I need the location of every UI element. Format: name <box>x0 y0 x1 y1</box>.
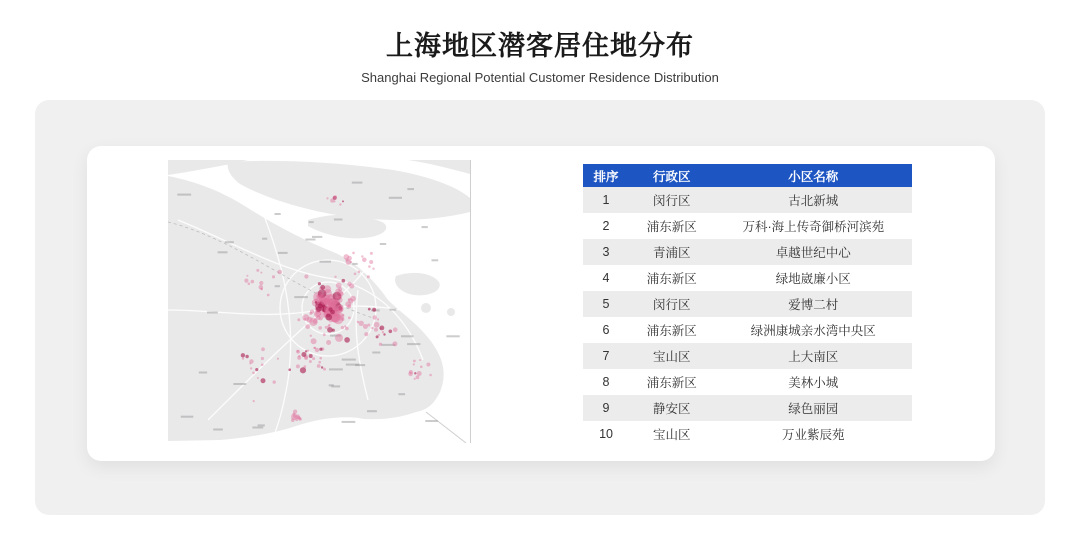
customer-dot <box>426 363 430 367</box>
place-label-mark <box>262 238 267 240</box>
customer-dot <box>347 282 351 286</box>
customer-dot <box>261 288 263 290</box>
customer-dot <box>379 343 382 346</box>
customer-dot <box>321 366 323 368</box>
customer-dot <box>277 270 282 275</box>
cell-rank: 4 <box>602 271 610 285</box>
customer-dot <box>253 400 255 402</box>
customer-dot <box>246 275 248 277</box>
customer-dot <box>344 337 350 343</box>
customer-dot <box>301 352 306 357</box>
customer-dot <box>313 319 318 324</box>
customer-dot <box>334 276 336 278</box>
table-row <box>583 395 912 421</box>
customer-dot <box>260 272 262 274</box>
customer-dot <box>311 338 317 344</box>
cell-rank: 5 <box>583 291 629 317</box>
customer-dot <box>272 275 275 278</box>
customer-dot <box>318 282 321 285</box>
customer-dot <box>318 361 321 364</box>
ranking-table <box>583 164 912 447</box>
cell-district: 浦东新区 <box>646 220 697 234</box>
customer-dot <box>303 314 310 321</box>
customer-dot <box>348 316 351 319</box>
customer-dot <box>363 324 368 329</box>
customer-dot <box>414 378 416 380</box>
customer-dot <box>304 274 308 278</box>
place-label-mark <box>252 427 263 429</box>
customer-dot <box>328 324 330 326</box>
cell-district: 浦东新区 <box>646 324 697 338</box>
place-label-mark <box>233 383 246 385</box>
cell-community: 绿洲康城亲水湾中央区 <box>750 324 876 338</box>
customer-dot <box>362 258 367 263</box>
customer-dot <box>297 318 300 321</box>
customer-dot <box>320 298 323 301</box>
place-label-mark <box>398 393 405 395</box>
table-row <box>583 343 912 369</box>
col-header-district: 行政区 <box>629 164 715 187</box>
cell-community: 绿色丽园 <box>715 395 912 421</box>
customer-dot <box>325 314 332 321</box>
customer-dot <box>261 347 265 351</box>
cell-district: 静安区 <box>629 395 715 421</box>
cell-rank: 2 <box>602 219 610 233</box>
customer-dot <box>372 268 374 270</box>
customer-dot <box>318 326 322 330</box>
customer-dot <box>291 418 295 422</box>
customer-dot <box>296 350 299 353</box>
cell-district: 宝山区 <box>653 428 691 442</box>
customer-dot <box>261 357 264 360</box>
customer-dot <box>374 322 380 328</box>
shanghai-dot-density-map <box>168 160 471 443</box>
customer-dot <box>382 331 384 333</box>
customer-dot <box>342 200 344 202</box>
customer-dot <box>317 364 321 368</box>
cell-rank: 6 <box>602 323 610 337</box>
customer-dot <box>250 367 252 369</box>
customer-dot <box>293 410 297 414</box>
table-header-row <box>583 164 912 187</box>
cell-community: 爱博二村 <box>715 291 912 317</box>
customer-dot <box>354 273 357 276</box>
cell-community: 绿地崴廉小区 <box>775 272 851 286</box>
customer-dot <box>392 341 397 346</box>
cell-rank: 7 <box>583 343 629 369</box>
place-label-mark <box>372 352 380 354</box>
place-label-mark <box>306 239 316 241</box>
content-panel <box>35 100 1045 515</box>
customer-dot <box>333 195 337 199</box>
customer-dot <box>335 334 343 342</box>
customer-dot <box>368 308 371 311</box>
customer-dot <box>319 348 322 351</box>
customer-dot <box>368 265 371 268</box>
cell-rank: 8 <box>602 375 610 389</box>
customer-dot <box>409 370 413 374</box>
customer-dot <box>300 367 306 373</box>
customer-dot <box>257 377 259 379</box>
cell-district: 浦东新区 <box>646 376 697 390</box>
customer-dot <box>252 372 255 375</box>
table-row <box>583 213 912 239</box>
place-label-mark <box>258 424 265 426</box>
customer-dot <box>255 368 258 371</box>
customer-dot <box>309 360 312 363</box>
customer-dot <box>309 312 312 315</box>
place-label-mark <box>389 197 402 199</box>
place-label-mark <box>275 213 281 215</box>
table-row <box>583 187 912 213</box>
customer-dot <box>259 281 263 285</box>
customer-dot <box>242 357 244 359</box>
customer-dot <box>359 321 364 326</box>
customer-dot <box>249 359 253 363</box>
table-row <box>583 317 912 343</box>
customer-dot <box>326 340 331 345</box>
customer-dot <box>413 360 416 363</box>
cell-district: 宝山区 <box>629 343 715 369</box>
customer-dot <box>420 366 423 369</box>
customer-dot <box>323 333 326 336</box>
customer-dot <box>429 374 432 377</box>
customer-dot <box>248 282 251 285</box>
customer-dot <box>277 358 279 360</box>
cell-community: 古北新城 <box>715 187 912 213</box>
customer-dot <box>416 375 420 379</box>
customer-dot <box>336 308 339 311</box>
customer-dot <box>241 353 245 357</box>
col-header-rank: 排序 <box>583 164 629 187</box>
place-label-mark <box>275 285 280 287</box>
customer-dot <box>312 357 315 360</box>
customer-dot <box>256 269 259 272</box>
cell-community: 卓越世纪中心 <box>715 239 912 265</box>
cell-district: 闵行区 <box>629 187 715 213</box>
cell-rank: 10 <box>599 427 613 441</box>
place-label-mark <box>346 364 360 366</box>
customer-dot <box>336 283 342 289</box>
customer-dot <box>352 252 355 255</box>
customer-dot <box>261 378 266 383</box>
customer-dot <box>316 306 322 312</box>
customer-dot <box>367 324 370 327</box>
customer-dot <box>273 380 276 383</box>
customer-dot <box>414 372 416 374</box>
customer-dot <box>261 363 264 366</box>
table-row <box>583 291 912 317</box>
customer-dot <box>267 294 270 297</box>
place-label-mark <box>309 221 314 223</box>
customer-dot <box>323 297 327 301</box>
place-label-mark <box>401 335 414 337</box>
place-label-mark <box>407 343 420 345</box>
customer-dot <box>297 356 301 360</box>
customer-dot <box>364 332 368 336</box>
place-label-mark <box>422 226 428 228</box>
table-row <box>583 239 912 265</box>
customer-dot <box>315 301 318 304</box>
customer-dot <box>327 327 333 333</box>
place-label-mark <box>329 368 343 370</box>
place-label-mark <box>312 236 322 238</box>
cell-district: 闵行区 <box>629 291 715 317</box>
customer-dot <box>342 314 344 316</box>
cell-rank: 3 <box>583 239 629 265</box>
page-title: 上海地区潜客居住地分布 <box>386 31 694 61</box>
cell-district: 浦东新区 <box>646 272 697 286</box>
customer-dot <box>417 371 422 376</box>
customer-dot <box>310 335 312 337</box>
place-label-mark <box>342 421 356 423</box>
customer-dot <box>325 326 328 329</box>
customer-dot <box>320 285 325 290</box>
page-header <box>0 24 1080 85</box>
place-label-mark <box>407 188 414 190</box>
customer-dot <box>350 261 352 263</box>
customer-dot <box>342 279 346 283</box>
customer-dot <box>383 333 385 335</box>
place-label-mark <box>446 335 459 337</box>
customer-dot <box>323 368 326 371</box>
customer-dot <box>326 197 328 199</box>
customer-dot <box>307 350 309 352</box>
place-label-mark <box>320 261 332 263</box>
place-label-mark <box>294 296 308 298</box>
customer-dot <box>361 255 363 257</box>
customer-dot <box>377 318 379 320</box>
customer-dot <box>372 308 376 312</box>
place-label-mark <box>334 219 343 221</box>
cell-rank: 1 <box>583 187 629 213</box>
cell-community: 万业紫辰苑 <box>782 428 845 442</box>
place-label-mark <box>367 410 377 412</box>
customer-dot <box>339 316 342 319</box>
place-label-mark <box>352 263 357 265</box>
place-label-mark <box>342 359 356 361</box>
customer-dot <box>380 326 385 331</box>
customer-dot <box>378 334 380 336</box>
customer-dot <box>295 418 298 421</box>
customer-dot <box>319 357 322 360</box>
customer-dot <box>393 327 398 332</box>
page-subtitle: Shanghai Regional Potential Customer Residence Distribution <box>361 70 719 85</box>
customer-dot <box>335 295 339 299</box>
customer-dot <box>314 347 316 349</box>
place-label-mark <box>177 194 191 196</box>
place-label-mark <box>380 243 386 245</box>
cell-community: 美林小城 <box>788 376 839 390</box>
place-label-mark <box>390 309 397 311</box>
customer-dot <box>413 363 415 365</box>
customer-dot <box>340 292 344 296</box>
table-row <box>583 369 912 395</box>
place-label-mark <box>331 385 340 387</box>
customer-dot <box>288 368 291 371</box>
place-label-mark <box>278 252 288 254</box>
place-label-mark <box>199 372 207 374</box>
cell-community: 万科·海上传奇御桥河滨苑 <box>742 220 885 234</box>
customer-dot <box>319 316 323 320</box>
map-canvas <box>168 160 470 443</box>
customer-dot <box>367 275 370 278</box>
place-label-mark <box>207 312 218 314</box>
place-label-mark <box>213 429 223 431</box>
customer-dot <box>321 293 324 296</box>
customer-dot <box>251 280 255 284</box>
customer-dot <box>305 324 310 329</box>
col-header-community: 小区名称 <box>715 164 912 187</box>
customer-dot <box>341 326 344 329</box>
customer-dot <box>330 310 335 315</box>
cell-community: 上大南区 <box>715 343 912 369</box>
customer-dot <box>370 252 373 255</box>
customer-dot <box>330 304 333 307</box>
customer-dot <box>334 305 336 307</box>
place-label-mark <box>352 182 363 184</box>
place-label-mark <box>432 259 439 261</box>
customer-dot <box>350 296 356 302</box>
table-row <box>583 421 912 447</box>
customer-dot <box>358 271 361 274</box>
customer-dot <box>374 328 378 332</box>
cell-rank: 9 <box>583 395 629 421</box>
customer-dot <box>376 335 379 338</box>
cell-district: 青浦区 <box>629 239 715 265</box>
customer-dot <box>330 198 334 202</box>
place-label-mark <box>218 251 228 253</box>
customer-dot <box>371 327 373 329</box>
customer-dot <box>244 279 248 283</box>
place-label-mark <box>225 241 234 243</box>
content-card <box>87 146 995 461</box>
customer-dot <box>339 203 341 205</box>
customer-dot <box>369 260 373 264</box>
customer-dot <box>293 415 296 418</box>
customer-dot <box>345 327 349 331</box>
place-label-mark <box>425 420 438 422</box>
customer-dot <box>309 354 313 358</box>
customer-dot <box>329 299 335 305</box>
customer-dot <box>344 254 350 260</box>
customer-dot <box>419 359 421 361</box>
place-label-mark <box>181 416 194 418</box>
customer-dot <box>296 364 300 368</box>
customer-dot <box>373 315 377 319</box>
customer-dot <box>245 355 248 358</box>
customer-dot <box>389 330 393 334</box>
table-row <box>583 265 912 291</box>
